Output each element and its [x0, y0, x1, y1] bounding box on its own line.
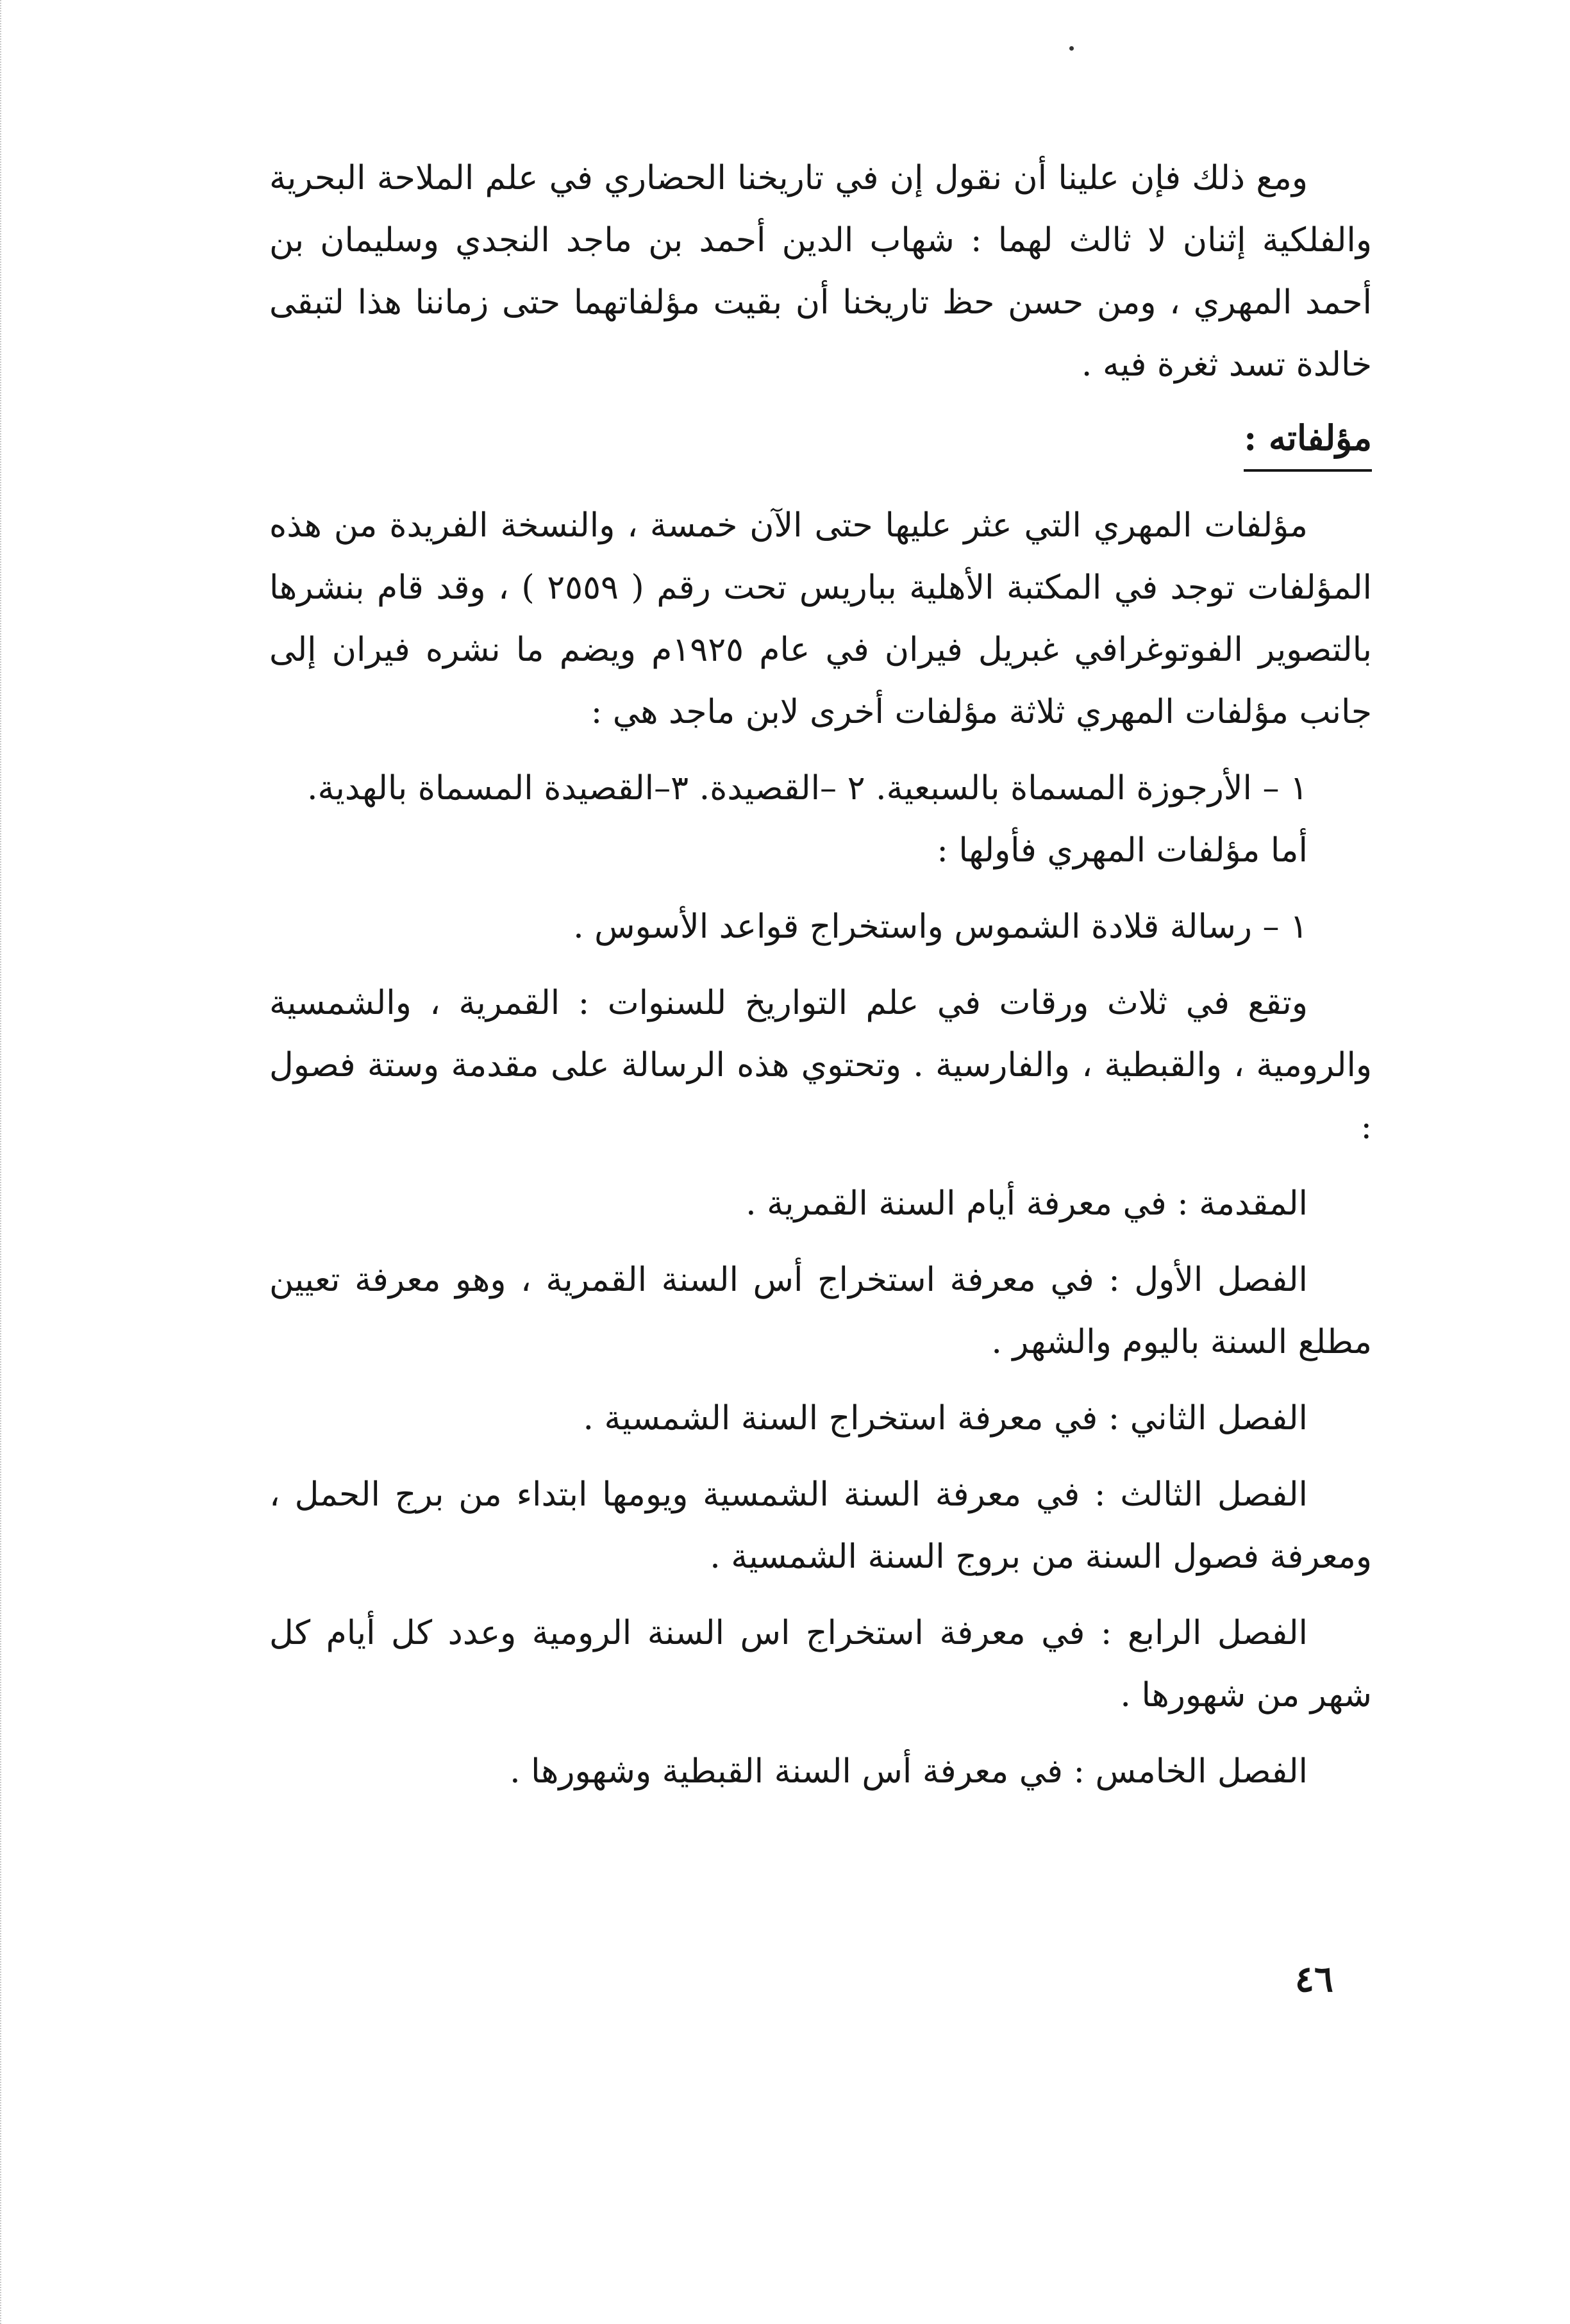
- chapter-third: الفصل الثالث : في معرفة السنة الشمسية ويومها ابتداء من برج الحمل ، ومعرفة فصول السنة من بروج السنة الشمسية .: [269, 1475, 1372, 1576]
- scan-edge: [0, 0, 5, 2324]
- treatise-description: وتقع في ثلاث ورقات في علم التواريخ للسنوات : القمرية ، والشمسية والرومية ، والقبطية ، والفارسية . وتحتوي هذه الرسالة على مقدمة وستة فصول :: [269, 984, 1372, 1147]
- page-number: ٤٦: [1294, 1958, 1333, 2000]
- chapter-fifth: الفصل الخامس : في معرفة أس السنة القبطية وشهورها .: [510, 1752, 1308, 1791]
- section-heading: مؤلفاته :: [1244, 415, 1372, 472]
- page-body: [269, 147, 1372, 1803]
- ibn-majid-works-list: ١ – الأرجوزة المسماة بالسبعية. ٢ –القصيدة. ٣–القصيدة المسماة بالهدية.: [306, 769, 1308, 808]
- chapter-second: الفصل الثاني : في معرفة استخراج السنة الشمسية .: [583, 1399, 1308, 1438]
- chapter-first: الفصل الأول : في معرفة استخراج أس السنة القمرية ، وهو معرفة تعيين مطلع السنة باليوم والشهر .: [269, 1261, 1372, 1361]
- chapter-introduction: المقدمة : في معرفة أيام السنة القمرية .: [746, 1184, 1308, 1223]
- intro-paragraph: ومع ذلك فإن علينا أن نقول إن في تاريخنا الحضاري في علم الملاحة البحرية والفلكية إثنان لا ثالث لهما : شهاب الدين أحمد بن ماجد النجدي وسليمان بن أحمد المهري ، ومن حسن حظ تاريخنا أن بقيت مؤلفاتهما حتى زماننا هذا لتبقى خالدة تسد ثغرة فيه .: [269, 159, 1372, 384]
- chapter-fourth: الفصل الرابع : في معرفة استخراج اس السنة الرومية وعدد كل أيام كل شهر من شهورها .: [269, 1614, 1372, 1714]
- ink-speck: [1069, 46, 1074, 51]
- section-heading-wrapper: [269, 396, 1372, 495]
- mahri-works-intro: أما مؤلفات المهري فأولها :: [937, 831, 1308, 870]
- works-paragraph: مؤلفات المهري التي عثر عليها حتى الآن خمسة ، والنسخة الفريدة من هذه المؤلفات توجد في المكتبة الأهلية بباريس تحت رقم ( ٢٥٥٩ ) ، وقد قام بنشرها بالتصوير الفوتوغرافي غبريل فيران في عام ١٩٢٥م ويضم ما نشره فيران إلى جانب مؤلفات المهري ثلاثة مؤلفات أخرى لابن ماجد هي :: [269, 506, 1372, 731]
- first-work-item: ١ – رسالة قلادة الشموس واستخراج قواعد الأسوس .: [573, 908, 1308, 946]
